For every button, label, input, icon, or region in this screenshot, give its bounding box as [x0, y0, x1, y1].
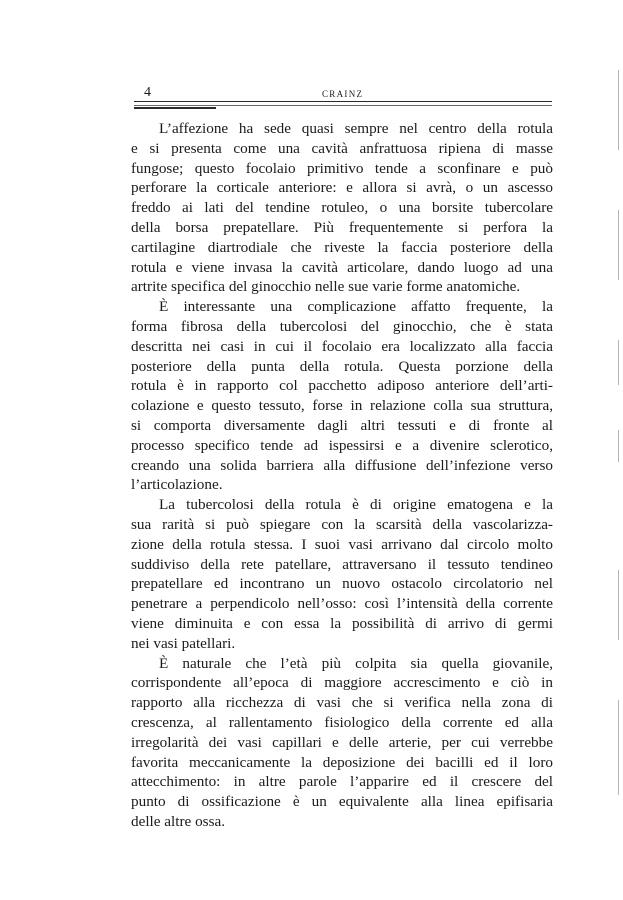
text-line: forma fibrosa della tubercolosi del ginocchio, che è stata — [131, 317, 553, 335]
text-line: irregolarità dei vasi capillari e delle arterie, per cui verrebbe — [131, 733, 553, 751]
text-line: suddiviso della rete patellare, attraversano il tessuto tendineo — [131, 555, 553, 573]
header-rule-thick — [134, 107, 216, 109]
text-line: delle altre ossa. — [131, 812, 226, 830]
text-line: descritta nei casi in cui il focolaio era localizzato alla faccia — [131, 337, 553, 355]
text-line: sua rarità si può spiegare con la scarsità della vascolarizza- — [131, 515, 553, 533]
text-line: rotula e viene invasa la cavità articolare, dando luogo ad una — [131, 258, 553, 276]
text-line: punto di ossificazione è un equivalente alla linea epifisaria — [131, 793, 553, 811]
text-line: cartilagine diartrodiale che riveste la faccia posteriore della — [131, 238, 553, 256]
text-line: La tubercolosi della rotula è di origine ematogena e la — [159, 496, 553, 514]
scan-edge-marks — [618, 70, 620, 830]
text-line: fungose; questo focolaio primitivo tende a sconfinare e può — [131, 159, 553, 177]
text-line: posteriore della punta della rotula. Questa porzione della — [131, 357, 553, 375]
text-line: nei vasi patellari. — [131, 634, 236, 652]
text-line: È naturale che l’età più colpita sia quella giovanile, — [159, 654, 553, 672]
text-line: processo specifico tende ad ispessirsi e a divenire sclerotico, — [131, 436, 553, 454]
text-line: della borsa prepatellare. Più frequentemente si perfora la — [131, 218, 553, 236]
text-line: colazione e questo tessuto, forse in relazione colla sua struttura, — [131, 397, 553, 415]
running-head: CRAINZ — [322, 89, 364, 99]
text-line: e si presenta come una cavità anfrattuosa ripiena di masse — [131, 139, 553, 157]
header-rule-bottom — [134, 105, 552, 106]
text-line: rapporto alla ricchezza di vasi che si verifica nella zona di — [131, 694, 553, 712]
text-line: penetrare a perpendicolo nell’osso: così l’intensità della corrente — [131, 595, 553, 613]
text-line: l’articolazione. — [131, 476, 223, 494]
text-line: artrite specifica del ginocchio nelle sue varie forme anatomiche. — [131, 278, 521, 296]
page-number: 4 — [144, 85, 151, 100]
header-rule-top — [134, 101, 552, 102]
text-line: creando una solida barriera alla diffusione dell’infezione verso — [131, 456, 553, 474]
text-line: viene diminuita e con essa la possibilità di arrivo di germi — [131, 614, 553, 632]
text-line: corrispondente all’epoca di maggiore accrescimento e ciò in — [131, 674, 553, 692]
text-line: freddo ai lati del tendine rotuleo, o una borsite tubercolare — [131, 199, 553, 217]
text-line: È interessante una complicazione affatto frequente, la — [159, 298, 553, 316]
text-line: L’affezione ha sede quasi sempre nel centro della rotula — [159, 120, 553, 137]
text-line: zione della rotula stessa. I suoi vasi arrivano dal circolo molto — [131, 535, 553, 553]
page-header — [134, 86, 552, 110]
text-line: si comporta diversamente dagli altri tessuti e di fronte al — [131, 416, 553, 434]
text-line: favorita meccanicamente la deposizione dei bacilli ed il loro — [131, 753, 553, 771]
text-line: perforare la corticale anteriore: e allora si avrà, o un ascesso — [131, 179, 553, 197]
text-line: crescenza, al rallentamento fisiologico della corrente ed alla — [131, 713, 553, 731]
text-line: attecchimento: in altre parole l’apparire ed il crescere del — [131, 773, 553, 791]
body-text — [131, 119, 553, 832]
text-line: rotula è in rapporto col pacchetto adiposo anteriore dell’arti- — [131, 377, 553, 395]
text-line: prepatellare ed incontrano un nuovo ostacolo circolatorio nel — [131, 575, 553, 593]
